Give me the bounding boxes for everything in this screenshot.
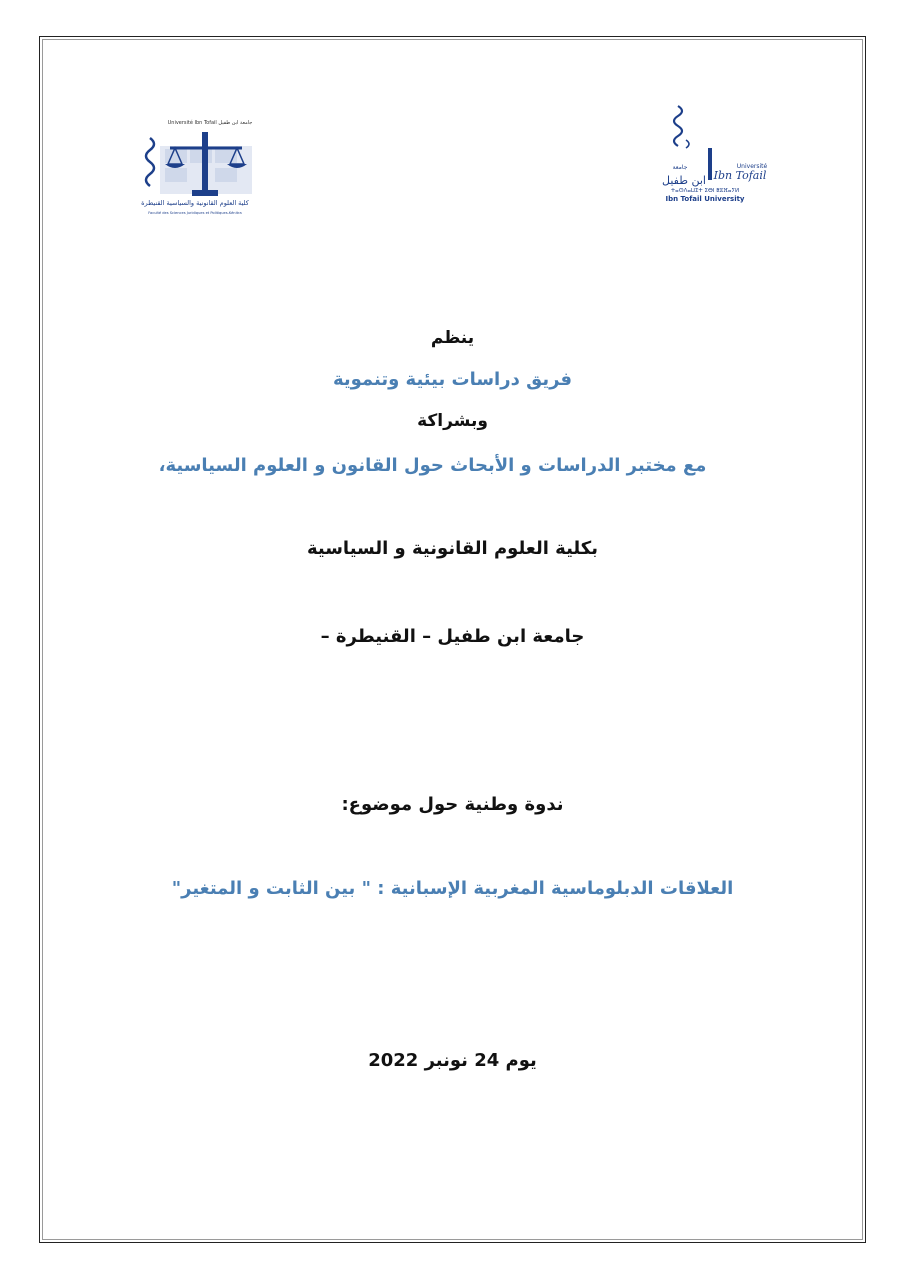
university-name: جامعة ابن طفيل – القنيطرة – [320,626,585,647]
organizes-text: ينظم [430,328,475,348]
university-logo-english: Ibn Tofail University [665,195,745,203]
partnership-text: وبشراكة [417,411,488,431]
university-logo [640,100,770,205]
faculty-logo [110,108,275,220]
event-date: يوم 24 نونبر 2022 [368,1050,537,1071]
lab-name: مع مختبر الدراسات و الأبحاث حول القانون و العلوم السياسية، [158,455,707,476]
university-logo-tifinagh: ⵜⴰⵙⴷⴰⵡⵉⵜ ⵉⴱⵏ ⵟⵓⴼⴰⵢⵍ [670,188,740,194]
symposium-topic: العلاقات الدبلوماسية المغربية الإسبانية : " بين الثابت و المتغير" [171,878,734,899]
faculty-logo-french-name: Faculté des Sciences Juridiques et Politiques-Kénitra [148,211,242,215]
university-logo-arabic-small: جامعة [672,164,688,171]
scales-of-justice-icon [110,108,275,220]
symposium-heading: ندوة وطنية حول موضوع: [341,794,564,815]
university-logo-arabic-name: ابن طفيل [662,174,706,187]
faculty-name: بكلية العلوم القانونية و السياسية [306,538,599,559]
faculty-logo-arabic-name: كلية العلوم القانونية والسياسية القنيطرة [141,199,249,207]
university-logo-universite: Université [736,163,768,170]
university-logo-ibn-tofail: Ibn Tofail [713,169,767,182]
ibn-tofail-logo-icon [640,100,770,205]
team-name: فريق دراسات بيئية وتنموية [332,369,573,390]
faculty-logo-top-text: Université Ibn Tofail جامعة ابن طفيل [167,120,253,126]
